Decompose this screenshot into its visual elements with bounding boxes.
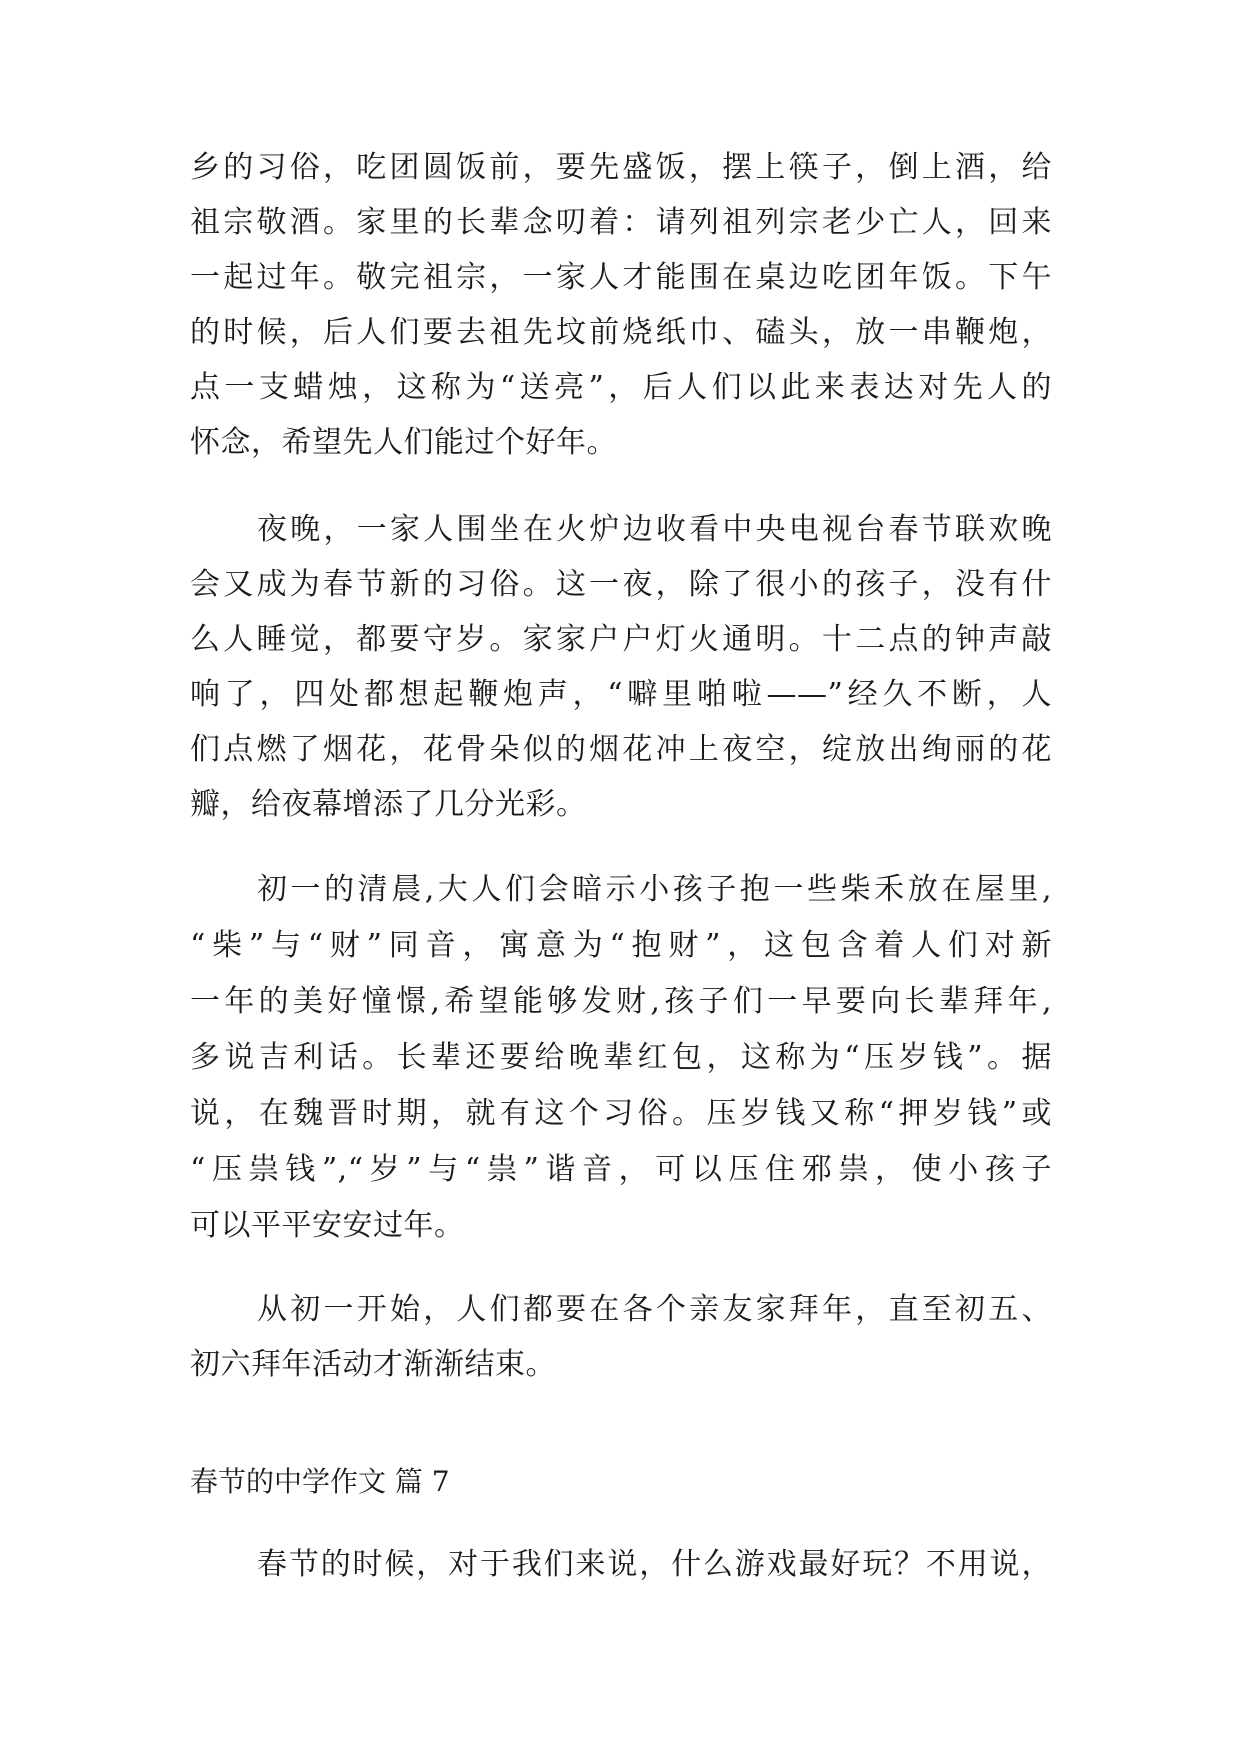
paragraph-line: 可以平平安安过年。	[190, 1208, 465, 1243]
paragraph-line: 一年的美好憧憬,希望能够发财,孩子们一早要向长辈拜年,	[190, 984, 1052, 1019]
paragraph-line: 春节的时候，对于我们来说，什么游戏最好玩？不用说，	[257, 1547, 1052, 1582]
paragraph-line: 会又成为春节新的习俗。这一夜，除了很小的孩子，没有什	[190, 567, 1052, 602]
paragraph-line: 怀念，希望先人们能过个好年。	[190, 425, 617, 460]
paragraph-line: 从初一开始，人们都要在各个亲友家拜年，直至初五、	[257, 1292, 1052, 1327]
paragraph-line: “柴”与“财”同音，寓意为“抱财”，这包含着人们对新	[190, 928, 1052, 963]
paragraph-line: 初一的清晨,大人们会暗示小孩子抱一些柴禾放在屋里,	[257, 872, 1052, 907]
paragraph-line: 响了，四处都想起鞭炮声，“噼里啪啦——”经久不断，人	[190, 677, 1052, 712]
paragraph-line: 初六拜年活动才渐渐结束。	[190, 1347, 556, 1382]
paragraph-line: 乡的习俗，吃团圆饭前，要先盛饭，摆上筷子，倒上酒，给	[190, 150, 1052, 185]
paragraph-line: 的时候，后人们要去祖先坟前烧纸巾、磕头，放一串鞭炮，	[190, 315, 1052, 350]
paragraph-line: “压祟钱”,“岁”与“祟”谐音，可以压住邪祟，使小孩子	[190, 1152, 1052, 1187]
paragraph-line: 祖宗敬酒。家里的长辈念叨着：请列祖列宗老少亡人，回来	[190, 205, 1052, 240]
paragraph-line: 瓣，给夜幕增添了几分光彩。	[190, 787, 587, 822]
paragraph-line: 多说吉利话。长辈还要给晚辈红包，这称为“压岁钱”。据	[190, 1040, 1052, 1075]
paragraph-line: 说，在魏晋时期，就有这个习俗。压岁钱又称“押岁钱”或	[190, 1096, 1052, 1131]
paragraph-line: 夜晚，一家人围坐在火炉边收看中央电视台春节联欢晚	[257, 512, 1052, 547]
paragraph-line: 们点燃了烟花，花骨朵似的烟花冲上夜空，绽放出绚丽的花	[190, 732, 1052, 767]
section-title: 春节的中学作文 篇 7	[190, 1465, 450, 1498]
paragraph-line: 一起过年。敬完祖宗，一家人才能围在桌边吃团年饭。下午	[190, 260, 1052, 295]
paragraph-line: 么人睡觉，都要守岁。家家户户灯火通明。十二点的钟声敲	[190, 622, 1052, 657]
paragraph-line: 点一支蜡烛，这称为“送亮”，后人们以此来表达对先人的	[190, 370, 1052, 405]
